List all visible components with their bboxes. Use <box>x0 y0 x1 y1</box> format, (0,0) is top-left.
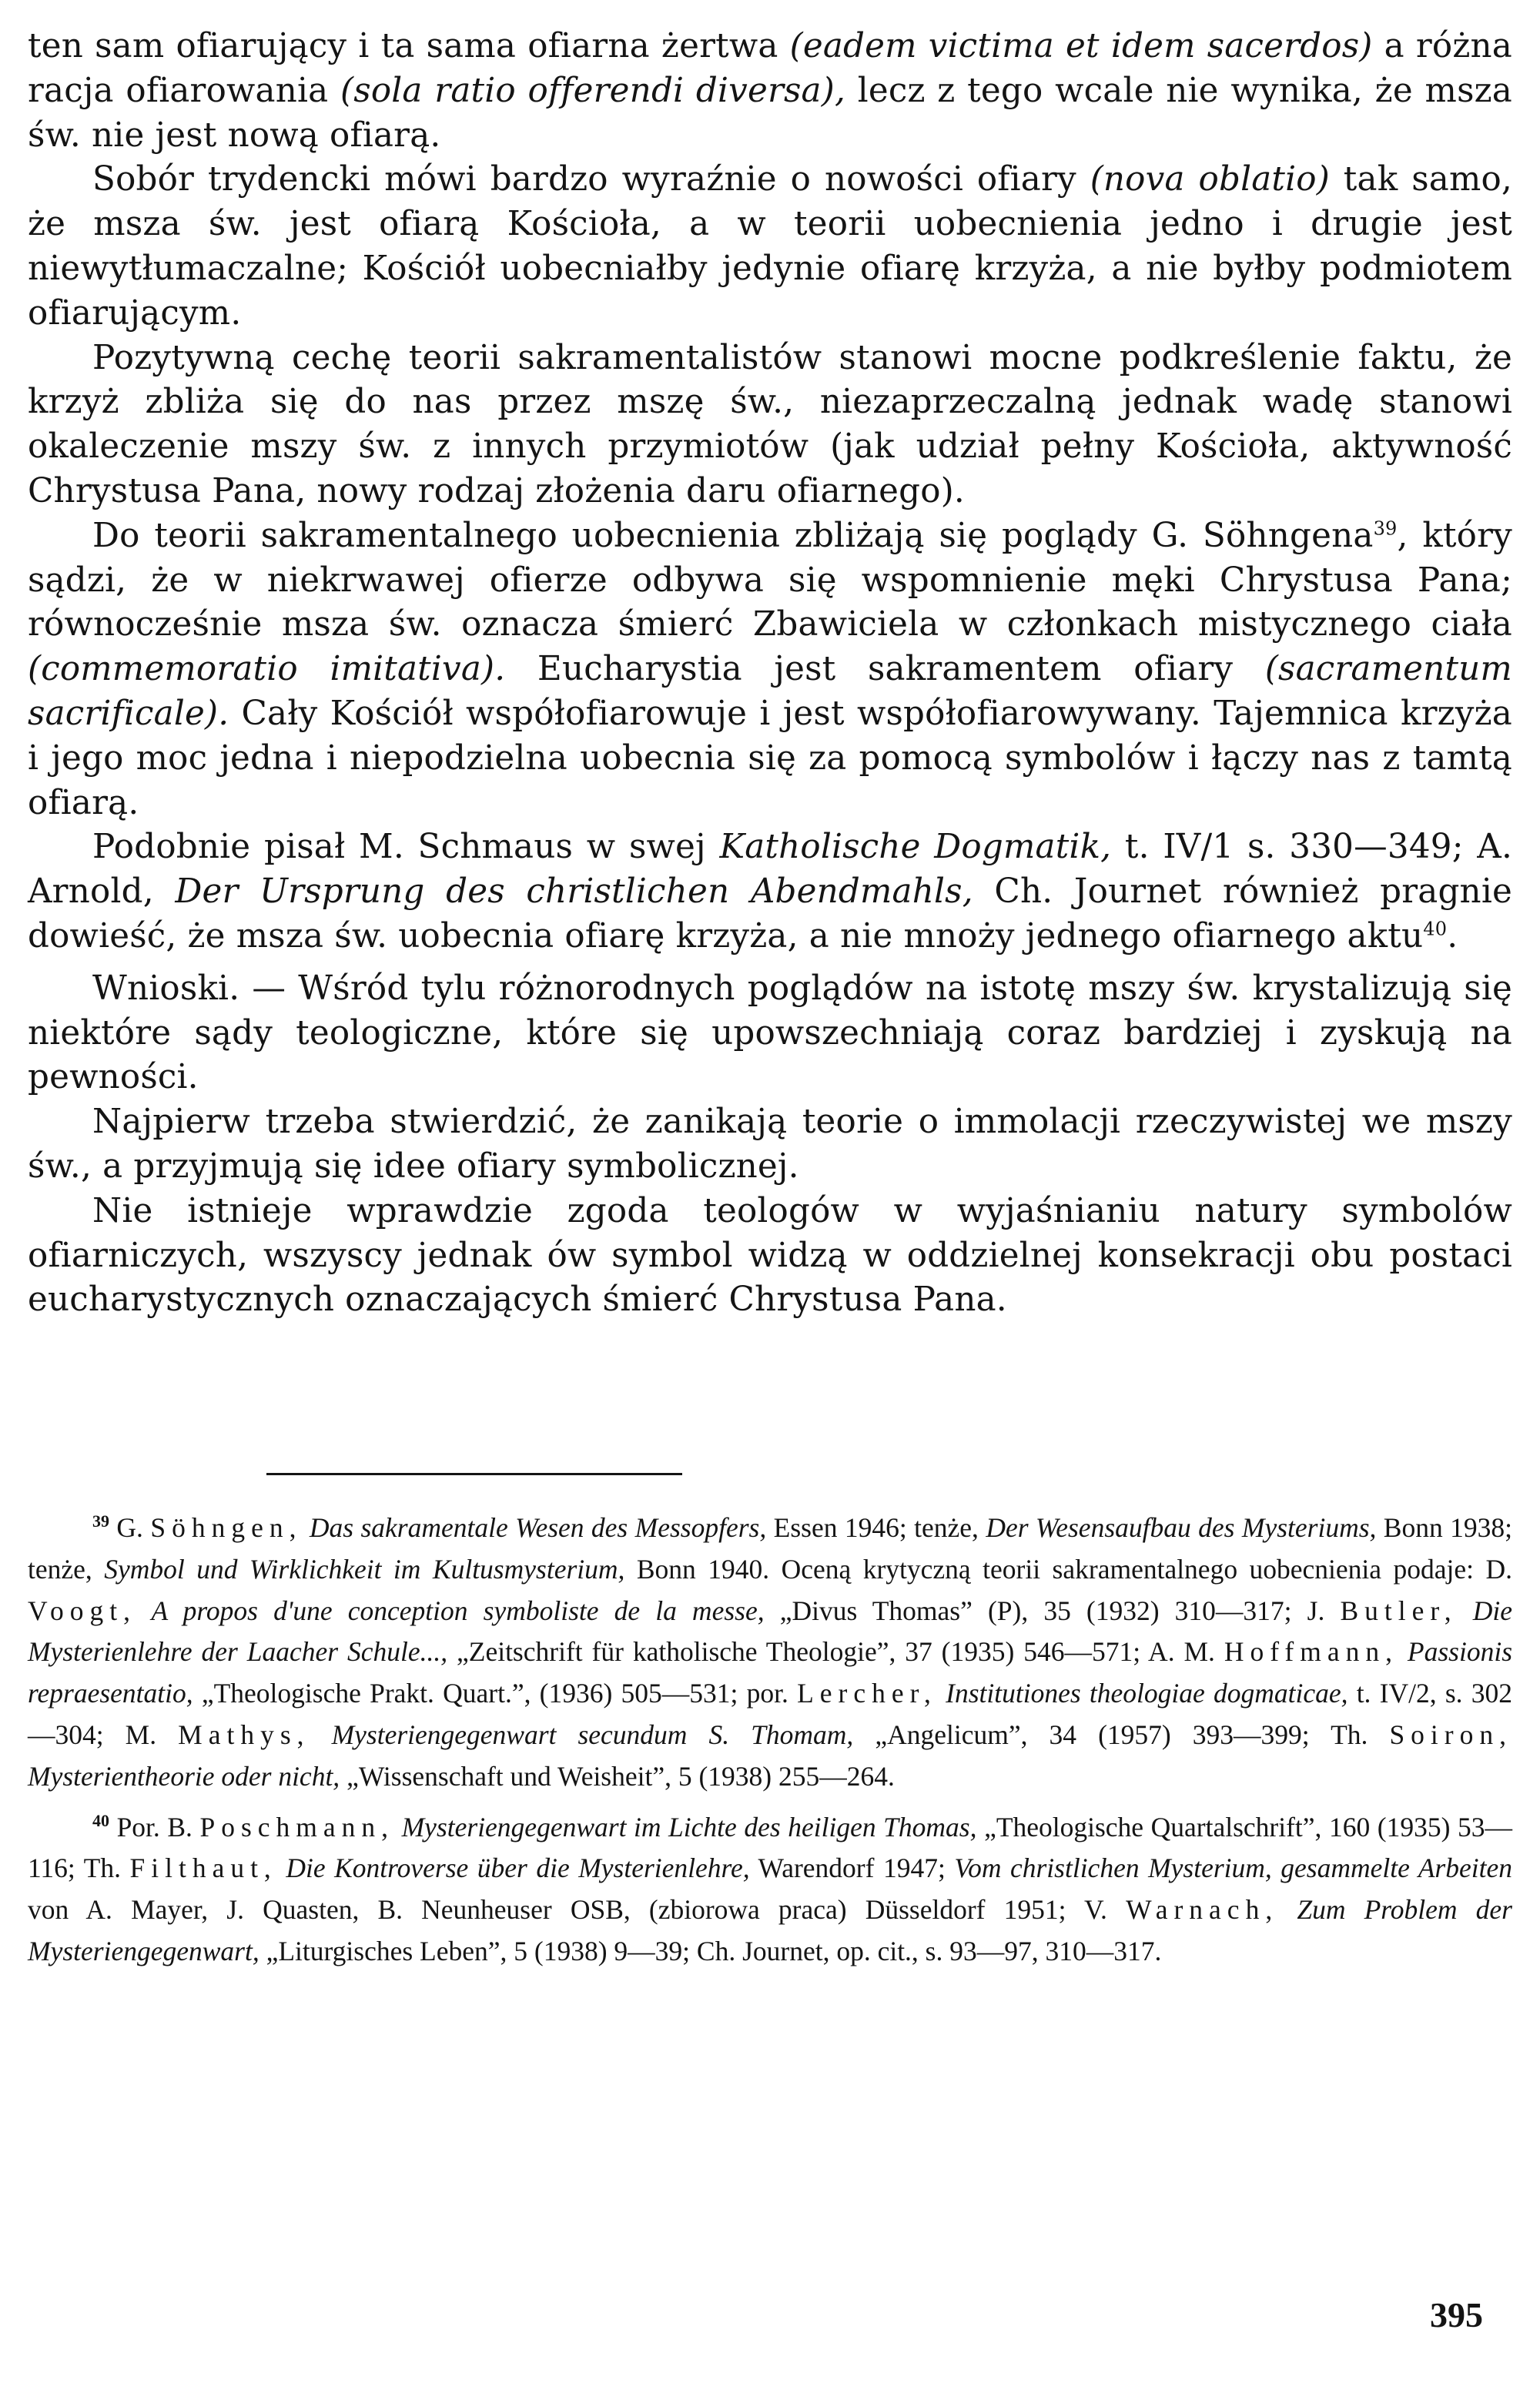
text-run: „Zeitschrift für katholische Theologie”, 37 (1935) 546—571; A. M. <box>447 1636 1224 1668</box>
work-title: Passionis repraesentatio, <box>28 1636 1513 1709</box>
work-title: Zum Problem der Mysteriengegenwart, <box>28 1894 1512 1966</box>
text-run: „Theologische Prakt. Quart.”, (1936) 505—531; por. <box>192 1678 798 1709</box>
text-run: Warendorf 1947; <box>749 1853 955 1884</box>
text-run: t. IV/1 s. 330—349; A. Arnold, <box>28 828 1513 912</box>
footnote-separator <box>266 1473 682 1475</box>
latin-phrase: (sola ratio offerendi diversa), <box>340 71 846 110</box>
text-run: ten sam ofiarujący i ta sama ofiarna żertwa <box>28 27 790 65</box>
text-run: tak samo, że msza św. jest ofiarą Kościoła, a w teorii uobecnienia jedno i drugie jest niewytłumaczalne; Kościół uobecniałby jedynie ofiarę krzyża, a nie byłby podmiotem ofiarującym. <box>28 160 1512 333</box>
text-run: „Divus Thomas” (P), 35 (1932) 310—317; J. <box>764 1595 1341 1626</box>
work-title: Die Kontroverse über die Mysterienlehre, <box>276 1853 750 1884</box>
work-title: Mysteriengegenwart secundum S. Thomam, <box>310 1719 854 1750</box>
page-number: 395 <box>1430 2295 1483 2334</box>
paragraph-7: Najpierw trzeba stwierdzić, że zanikają teorie o immolacji rzeczywistej we mszy św., a przyjmują się idee ofiary symbolicznej. <box>28 1103 1512 1186</box>
footnote-number: 40 <box>92 1810 109 1830</box>
author-name: Poschmann, <box>199 1811 395 1842</box>
footnote-number: 39 <box>92 1511 109 1531</box>
author-name: Voogt, <box>28 1595 137 1626</box>
text-run: Bonn 1938; tenże, <box>28 1512 1513 1585</box>
paragraph-8: Nie istnieje wprawdzie zgoda teologów w wyjaśnianiu natury symbolów ofiarniczych, wszyscy jednak ów symbol widzą w oddzielnej konsekracji obu postaci eucharystycznych oznaczających śmierć Chrystusa Pana. <box>28 1191 1512 1320</box>
footnote-ref-40[interactable]: 40 <box>1423 918 1448 940</box>
text-run: Ch. Journet również pragnie dowieść, że msza św. uobecnia ofiarę krzyża, a nie mnoży jednego ofiarnego aktu <box>28 872 1512 956</box>
text-run: von A. Mayer, J. Quasten, B. Neunheuser OSB, (zbiorowa praca) Düsseldorf 1951; V. <box>28 1894 1127 1926</box>
footnotes <box>28 1508 1512 1973</box>
latin-phrase: (nova oblatio) <box>1090 160 1330 199</box>
text-run: G. <box>109 1512 151 1543</box>
book-title: Katholische Dogmatik, <box>719 828 1112 867</box>
text-run: Do teorii sakramentalnego uobecnienia zbliżają się poglądy G. Söhngena <box>92 516 1374 555</box>
text-run: . <box>1447 916 1458 956</box>
author-name: Hoffmann, <box>1224 1636 1398 1668</box>
text-run: „Theologische Quartalschrift”, 160 (1935) 53—116; Th. <box>28 1811 1512 1884</box>
text-run: Sobór trydencki mówi bardzo wyraźnie o nowości ofiary <box>92 160 1090 199</box>
work-title: Der Wesensaufbau des Mysteriums, <box>986 1512 1377 1543</box>
text-run: Por. B. <box>109 1811 200 1842</box>
work-title: Das sakramentale Wesen des Messopfers, <box>302 1512 767 1543</box>
text-run: Cały Kościół współofiarowuje i jest współofiarowywany. Tajemnica krzyża i jego moc jedna i niepodzielna uobecnia się za pomocą symbolów i łączy nas z tamtą ofiarą. <box>28 694 1512 822</box>
author-name: Soiron, <box>1389 1719 1512 1750</box>
author-name: Mathys, <box>178 1719 310 1750</box>
work-title: A propos d'une conception symboliste de la messe, <box>136 1595 765 1626</box>
author-name: Butler, <box>1340 1595 1458 1626</box>
page-body <box>28 25 1512 1323</box>
text-run: „Wissenschaft und Weisheit”, 5 (1938) 255—264. <box>340 1760 895 1792</box>
text-run: Bonn 1940. Oceną krytyczną teorii sakramentalnego uobecnienia podaje: D. <box>624 1553 1512 1585</box>
text-run: Eucharystia jest sakramentem ofiary <box>505 650 1265 689</box>
paragraph-1 <box>28 25 1512 158</box>
latin-phrase: (eadem victima et idem sacerdos) <box>789 27 1373 65</box>
work-title: Institutiones theologiae dogmaticae, <box>936 1678 1348 1709</box>
footnote-ref-39[interactable]: 39 <box>1373 517 1398 540</box>
text-run: , który sądzi, że w niekrwawej ofierze odbywa się wspomnienie męki Chrystusa Pana; równocześnie msza św. oznacza śmierć Zbawiciela w członkach mistycznego ciała <box>28 516 1512 644</box>
author-name: Warnach, <box>1126 1894 1279 1926</box>
paragraph-5 <box>28 825 1512 959</box>
work-title: Symbol und Wirklichkeit im Kultusmysterium, <box>104 1553 625 1585</box>
paragraph-2 <box>28 158 1512 336</box>
text-run: Essen 1946; tenże, <box>766 1512 986 1543</box>
author-name: Filthaut, <box>129 1853 277 1884</box>
text-run: Podobnie pisał M. Schmaus w swej <box>92 828 720 867</box>
footnote-39 <box>28 1508 1512 1798</box>
author-name: Lercher, <box>797 1678 937 1709</box>
footnote-40 <box>28 1807 1512 1973</box>
work-title: Mysteriengegenwart im Lichte des heiligen Thomas, <box>394 1811 977 1842</box>
text-run: t. IV/2, s. 302—304; M. <box>28 1678 1512 1750</box>
work-title: Mysterientheorie oder nicht, <box>28 1760 340 1792</box>
latin-phrase: (commemoratio imitativa). <box>28 650 506 689</box>
paragraph-6: Wnioski. — Wśród tylu różnorodnych poglądów na istotę mszy św. krystalizują się niektóre sądy teologiczne, które się upowszechniają coraz bardziej i zyskują na pewności. <box>28 969 1512 1097</box>
text-run: „Angelicum”, 34 (1957) 393—399; Th. <box>853 1719 1390 1750</box>
work-title: Die Mysterienlehre der Laacher Schule..., <box>28 1595 1512 1668</box>
paragraph-4 <box>28 514 1512 826</box>
text-run: a różna racja ofiarowania <box>28 27 1512 110</box>
paragraph-3: Pozytywną cechę teorii sakramentalistów stanowi mocne podkreślenie faktu, że krzyż zbliża się do nas przez mszę św., niezaprzeczalną jednak wadę stanowi okaleczenie mszy św. z innych przymiotów (jak udział pełny Kościoła, aktywność Chrystusa Pana, nowy rodzaj złożenia daru ofiarnego). <box>28 338 1512 510</box>
latin-phrase: (sacramentum sacrificale). <box>28 650 1512 733</box>
main-text <box>28 25 1512 1323</box>
text-run: lecz z tego wcale nie wynika, że msza św. nie jest nową ofiarą. <box>28 71 1512 155</box>
text-run: „Liturgisches Leben”, 5 (1938) 9—39; Ch. Journet, op. cit., s. 93—97, 310—317. <box>259 1935 1162 1966</box>
work-title: Vom christlichen Mysterium, gesammelte Arbeiten <box>954 1853 1512 1884</box>
author-name: Söhngen, <box>150 1512 303 1543</box>
book-title: Der Ursprung des christlichen Abendmahls, <box>175 872 973 912</box>
